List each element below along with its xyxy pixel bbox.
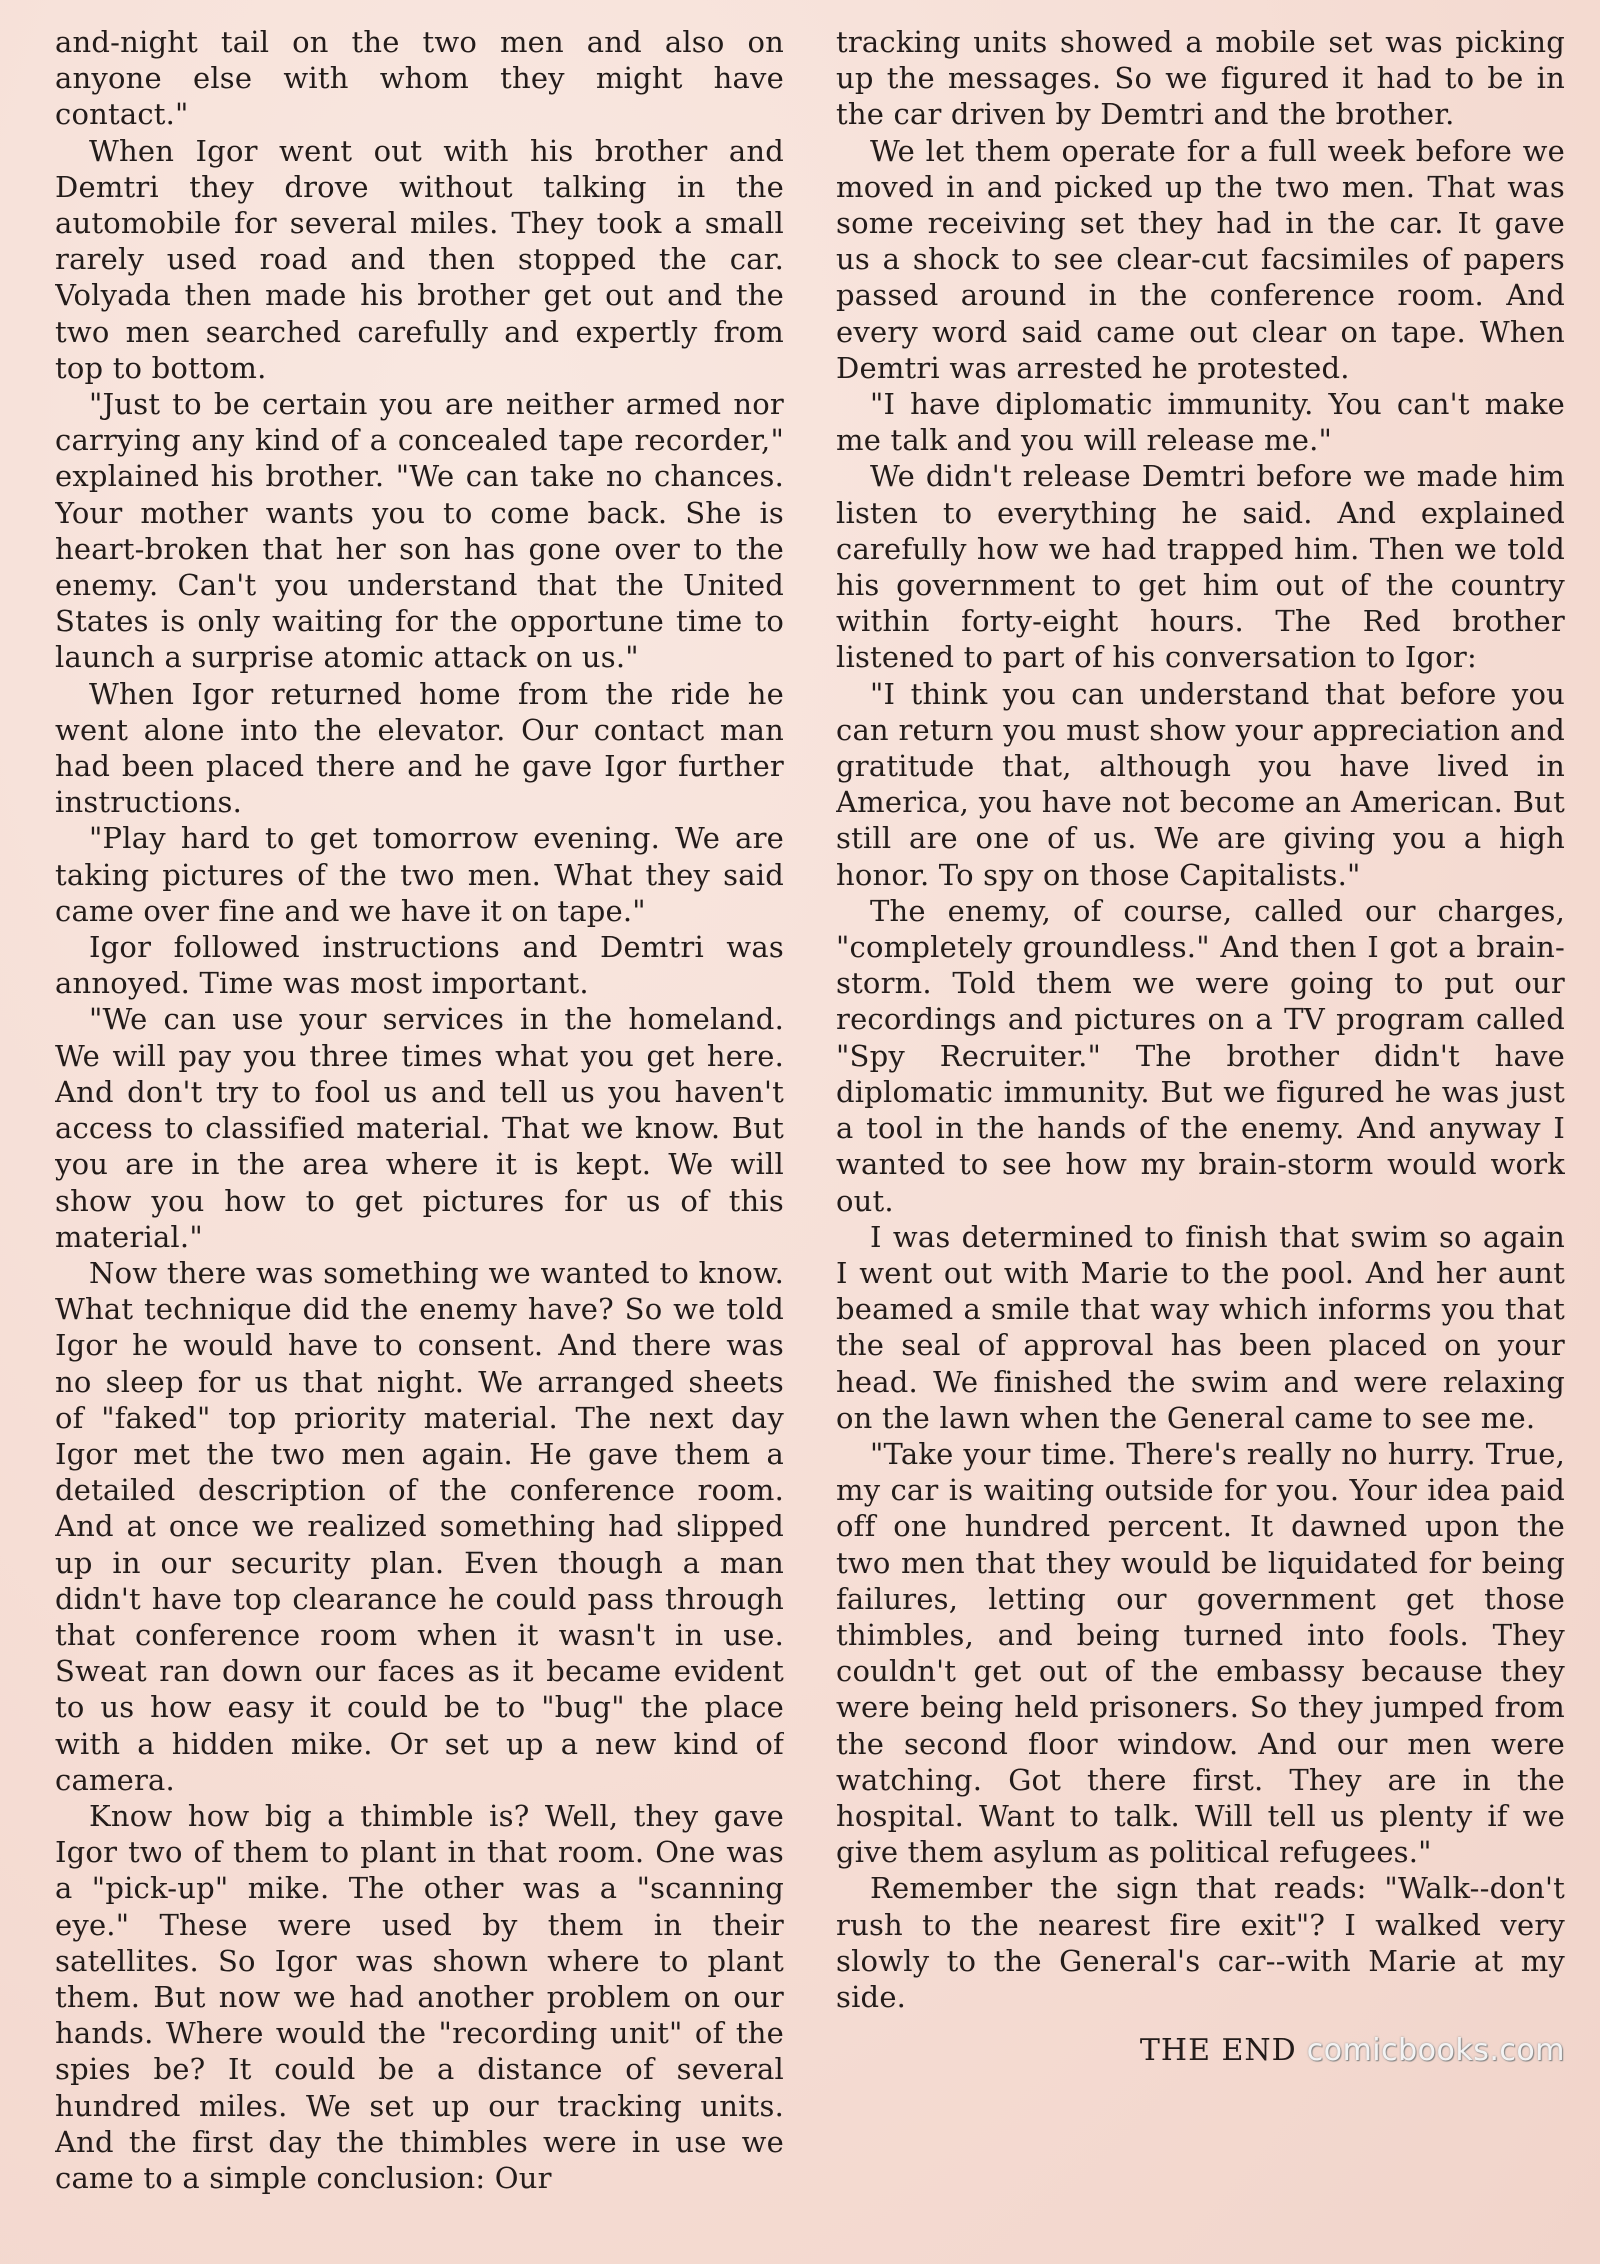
paragraph: The enemy, of course, called our charges, "completely groundless." And then I got a brain-storm. Told them we were going to put our recordings and pictures on a TV program called "Spy Recruiter." The brother didn't have diplomatic immunity. But we figured he was just a tool in the hands of the enemy. And anyway I wanted to see how my brain-storm would work out. bbox=[836, 893, 1565, 1218]
the-end-label: THE END bbox=[1139, 2033, 1297, 2069]
paragraph: I was determined to finish that swim so again I went out with Marie to the pool. And her aunt beamed a smile that way which informs you that the seal of approval has been placed on your head. We finished the swim and were relaxing on the lawn when the General came to see me. bbox=[836, 1219, 1565, 1435]
paragraph: We didn't release Demtri before we made him listen to everything he said. And explained carefully how we had trapped him. Then we told his government to get him out of the country within forty-eight hours. The Red brother listened to part of his conversation to Igor: bbox=[836, 459, 1565, 675]
end-row bbox=[836, 2033, 1565, 2068]
paragraph: "I think you can understand that before you can return you must show your appreciation and gratitude that, although you have lived in America, you have not become an American. But still are one of us. We are giving you a high honor. To spy on those Capitalists." bbox=[836, 676, 1565, 892]
paragraph: "We can use your services in the homeland. We will pay you three times what you get here. And don't try to fool us and tell us you haven't access to classified material. That we know. But you are in the area where it is kept. We will show you how to get pictures for us of this material." bbox=[55, 1002, 784, 1254]
watermark-logo: comicbooks.com bbox=[1306, 2033, 1565, 2069]
paragraph: "I have diplomatic immunity. You can't make me talk and you will release me." bbox=[836, 387, 1565, 458]
paragraph: "Take your time. There's really no hurry. True, my car is waiting outside for you. Your idea paid off one hundred percent. It dawned upon the two men that they would be liquidated for being failures, letting our government get those thimbles, and being turned into fools. They couldn't get out of the embassy because they were being held prisoners. So they jumped from the second floor window. And our men were watching. Got there first. They are in the hospital. Want to talk. Will tell us plenty if we give them asylum as political refugees." bbox=[836, 1436, 1565, 1870]
paragraph: Now there was something we wanted to know. What technique did the enemy have? So we told Igor he would have to consent. And there was no sleep for us that night. We arranged sheets of "faked" top priority material. The next day Igor met the two men again. He gave them a detailed description of the conference room. And at once we realized something had slipped up in our security plan. Even though a man didn't have top clearance he could pass through that conference room when it wasn't in use. Sweat ran down our faces as it became evident to us how easy it could be to "bug" the place with a hidden mike. Or set up a new kind of camera. bbox=[55, 1255, 784, 1797]
paragraph: We let them operate for a full week before we moved in and picked up the two men. That was some receiving set they had in the car. It gave us a shock to see clear-cut facsimiles of papers passed around in the conference room. And every word said came out clear on tape. When Demtri was arrested he protested. bbox=[836, 133, 1565, 385]
story-page bbox=[55, 24, 1565, 2239]
paragraph: and-night tail on the two men and also on anyone else with whom they might have contact." bbox=[55, 25, 784, 132]
paragraph: When Igor went out with his brother and Demtri they drove without talking in the automobile for several miles. They took a small rarely used road and then stopped the car. Volyada then made his brother get out and the two men searched carefully and expertly from top to bottom. bbox=[55, 133, 784, 385]
right-column bbox=[836, 24, 1565, 2239]
paragraph: "Play hard to get tomorrow evening. We are taking pictures of the two men. What they said came over fine and we have it on tape." bbox=[55, 821, 784, 928]
paragraph: Know how big a thimble is? Well, they gave Igor two of them to plant in that room. One was a "pick-up" mike. The other was a "scanning eye." These were used by them in their satellites. So Igor was shown where to plant them. But now we had another problem on our hands. Where would the "recording unit" of the spies be? It could be a distance of several hundred miles. We set up our tracking units. And the first day the thimbles were in use we came to a simple conclusion: Our bbox=[55, 1798, 784, 2195]
paragraph: tracking units showed a mobile set was picking up the messages. So we figured it had to be in the car driven by Demtri and the brother. bbox=[836, 25, 1565, 132]
left-column bbox=[55, 24, 784, 2239]
paragraph: Igor followed instructions and Demtri was annoyed. Time was most important. bbox=[55, 930, 784, 1001]
paragraph: When Igor returned home from the ride he went alone into the elevator. Our contact man had been placed there and he gave Igor further instructions. bbox=[55, 676, 784, 820]
paragraph: "Just to be certain you are neither armed nor carrying any kind of a concealed tape recorder," explained his brother. "We can take no chances. Your mother wants you to come back. She is heart-broken that her son has gone over to the enemy. Can't you understand that the United States is only waiting for the opportune time to launch a surprise atomic attack on us." bbox=[55, 387, 784, 675]
paragraph: Remember the sign that reads: "Walk--don't rush to the nearest fire exit"? I walked very slowly to the General's car--with Marie at my side. bbox=[836, 1871, 1565, 2014]
